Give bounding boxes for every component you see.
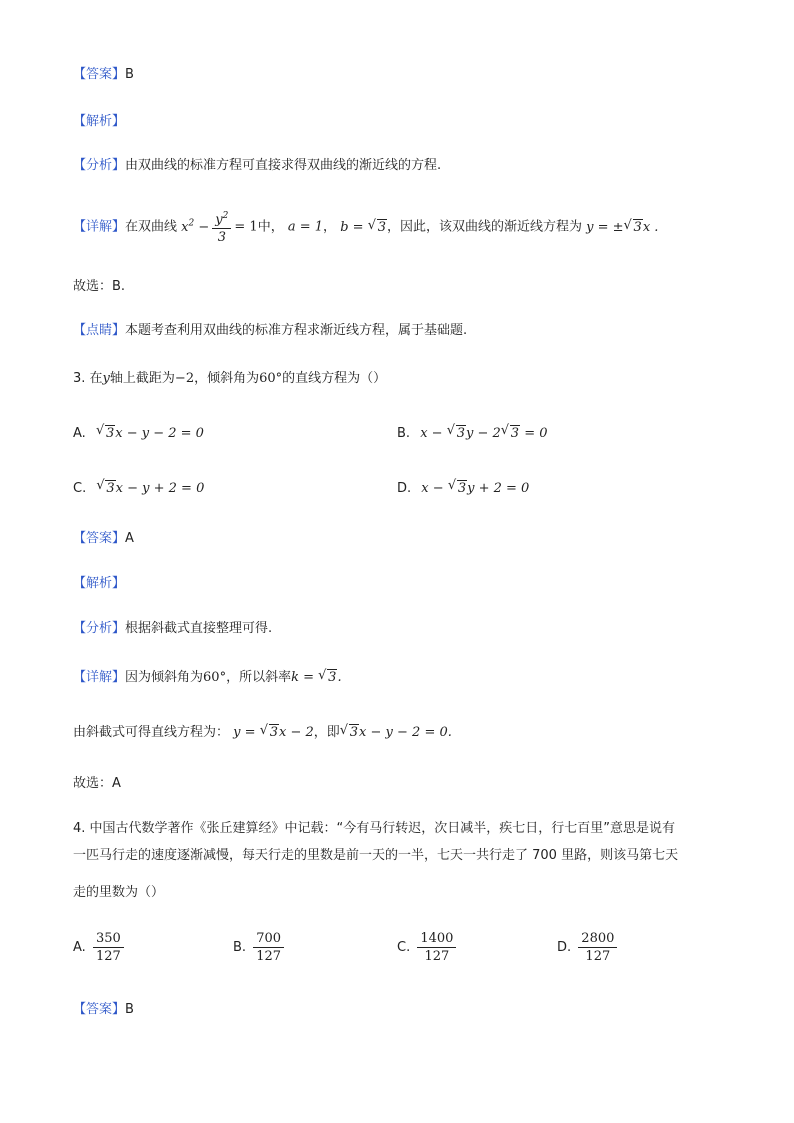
q3-option-b [397,425,548,441]
q2-xj-text-4: ，因此，该双曲线的渐近线方程为 [386,219,582,235]
analysis-tag: 【解析】 [73,114,126,129]
q3-line2-text-1: 由斜截式可得直线方程为： [73,725,230,740]
q3-xj-text-1: 因为倾斜角为 [125,670,204,685]
slope-intercept-form: y = √ 3x − 2 [233,725,314,740]
xiangjie-tag: 【详解】 [73,670,126,685]
q3-xiangjie-line [73,669,342,687]
a-equals-1: a = 1 [287,219,324,235]
q2-xj-text-2: 中， [257,219,284,235]
b-denominator: 127 [256,949,282,964]
hyperbola-equation: $x^2$ − [181,218,210,235]
q4-stem-line-1 [73,820,675,838]
angle-value: 60° [259,371,283,386]
equals-one: = 1 [234,219,258,235]
option-c-expr: √ 3x − y + 2 = 0 [96,481,204,496]
q4-stem-1: 4. 中国古代数学著作《张丘建算经》中记载：“今有马行转迟，次日减半，疾七日，行七百里”意思是说有 [73,821,676,836]
option-c-label: C. [73,481,87,496]
q3-choose-line [73,775,121,793]
q4-answer-value: B [125,1002,134,1017]
a-numerator: 350 [93,930,124,948]
option-c-label: C. [397,940,411,955]
q3-line2-text-2: ，即 [313,725,340,740]
q2-analysis-line [73,113,125,131]
q2-xiangjie-line [73,208,658,246]
q3-fenxi-text: 根据斜截式直接整理可得. [125,621,273,636]
answer-tag: 【答案】 [73,531,126,546]
q4-option-c [397,930,459,965]
option-c-fraction [417,930,456,965]
q2-xj-text-3: ， [323,219,337,235]
option-b-expr: x − √ 3y − 2√ 3 = 0 [420,426,547,441]
option-d-fraction [578,930,617,965]
q2-answer-value: B [125,67,134,82]
q3-line-equation [73,724,452,742]
option-d-label: D. [397,481,412,496]
intercept-value: −2 [174,371,195,386]
option-b-label: B. [397,426,411,441]
answer-tag: 【答案】 [73,67,126,82]
general-form: √ 3x − y − 2 = 0. [340,725,452,740]
q4-option-a [73,930,127,965]
b-equals-sqrt3: b = √ 3 [340,220,387,235]
q2-xj-text-1: 在双曲线 [125,219,178,235]
q3-answer-value: A [125,531,134,546]
fenxi-tag: 【分析】 [73,621,126,636]
option-a-label: A. [73,426,86,441]
q4-answer-line [73,1001,134,1019]
q3-option-d [397,480,529,496]
q4-stem-line-2 [73,847,678,865]
q3-stem [73,370,386,388]
q4-stem-3: 走的里数为（） [73,885,165,900]
q2-choose-text: 故选：B. [73,279,126,294]
option-a-label: A. [73,940,86,955]
q3-stem-2: 轴上截距为 [109,371,175,386]
q2-answer-line [73,66,134,84]
option-a-fraction [93,930,124,965]
analysis-tag: 【解析】 [73,576,126,591]
q3-stem-1: 3. 在 [73,371,103,386]
q4-stem-line-3 [73,884,164,902]
angle-60: 60° [203,670,227,685]
option-d-expr: x − √ 3y + 2 = 0 [421,481,529,496]
d-numerator: 2800 [578,930,617,948]
q3-xj-text-2: ，所以斜率 [226,670,292,685]
q3-option-c [73,480,204,496]
q4-option-d [557,930,620,965]
q3-analysis-line [73,575,125,593]
d-denominator: 127 [585,949,611,964]
q3-answer-line [73,530,134,548]
answer-tag: 【答案】 [73,1002,126,1017]
option-b-label: B. [233,940,247,955]
q3-stem-3: ，倾斜角为 [194,371,260,386]
dianjing-tag: 【点睛】 [73,323,126,338]
option-b-fraction [253,930,284,965]
q4-stem-2: 一匹马行走的速度逐渐减慢，每天行走的里数是前一天的一半，七天一共行走了 700 里路，则该马第七天 [73,848,679,863]
q4-option-b [233,930,287,965]
slope-expr: k = √ 3. [291,670,341,685]
q2-fenxi-line [73,157,441,175]
b-numerator: 700 [253,930,284,948]
q2-choose-line [73,278,125,296]
q2-fenxi-text: 由双曲线的标准方程可直接求得双曲线的渐近线的方程. [125,158,442,173]
q3-option-a [73,425,204,441]
fenxi-tag: 【分析】 [73,158,126,173]
c-numerator: 1400 [417,930,456,948]
c-denominator: 127 [424,949,450,964]
y2-over-3-fraction: $\frac{y^2}{3}$ [212,208,231,246]
option-a-expr: √ 3x − y − 2 = 0 [96,426,204,441]
asymptote-equation: y = ±√ 3x . [586,220,658,235]
y-axis-var: y [102,371,110,386]
q3-stem-4: 的直线方程为（） [282,371,387,386]
option-d-label: D. [557,940,572,955]
q3-choose-text: 故选：A [73,776,121,791]
q3-fenxi-line [73,620,272,638]
q2-dianjing-line [73,322,467,340]
xiangjie-tag: 【详解】 [73,219,126,235]
a-denominator: 127 [95,949,121,964]
q2-dianjing-text: 本题考查利用双曲线的标准方程求渐近线方程，属于基础题. [125,323,468,338]
